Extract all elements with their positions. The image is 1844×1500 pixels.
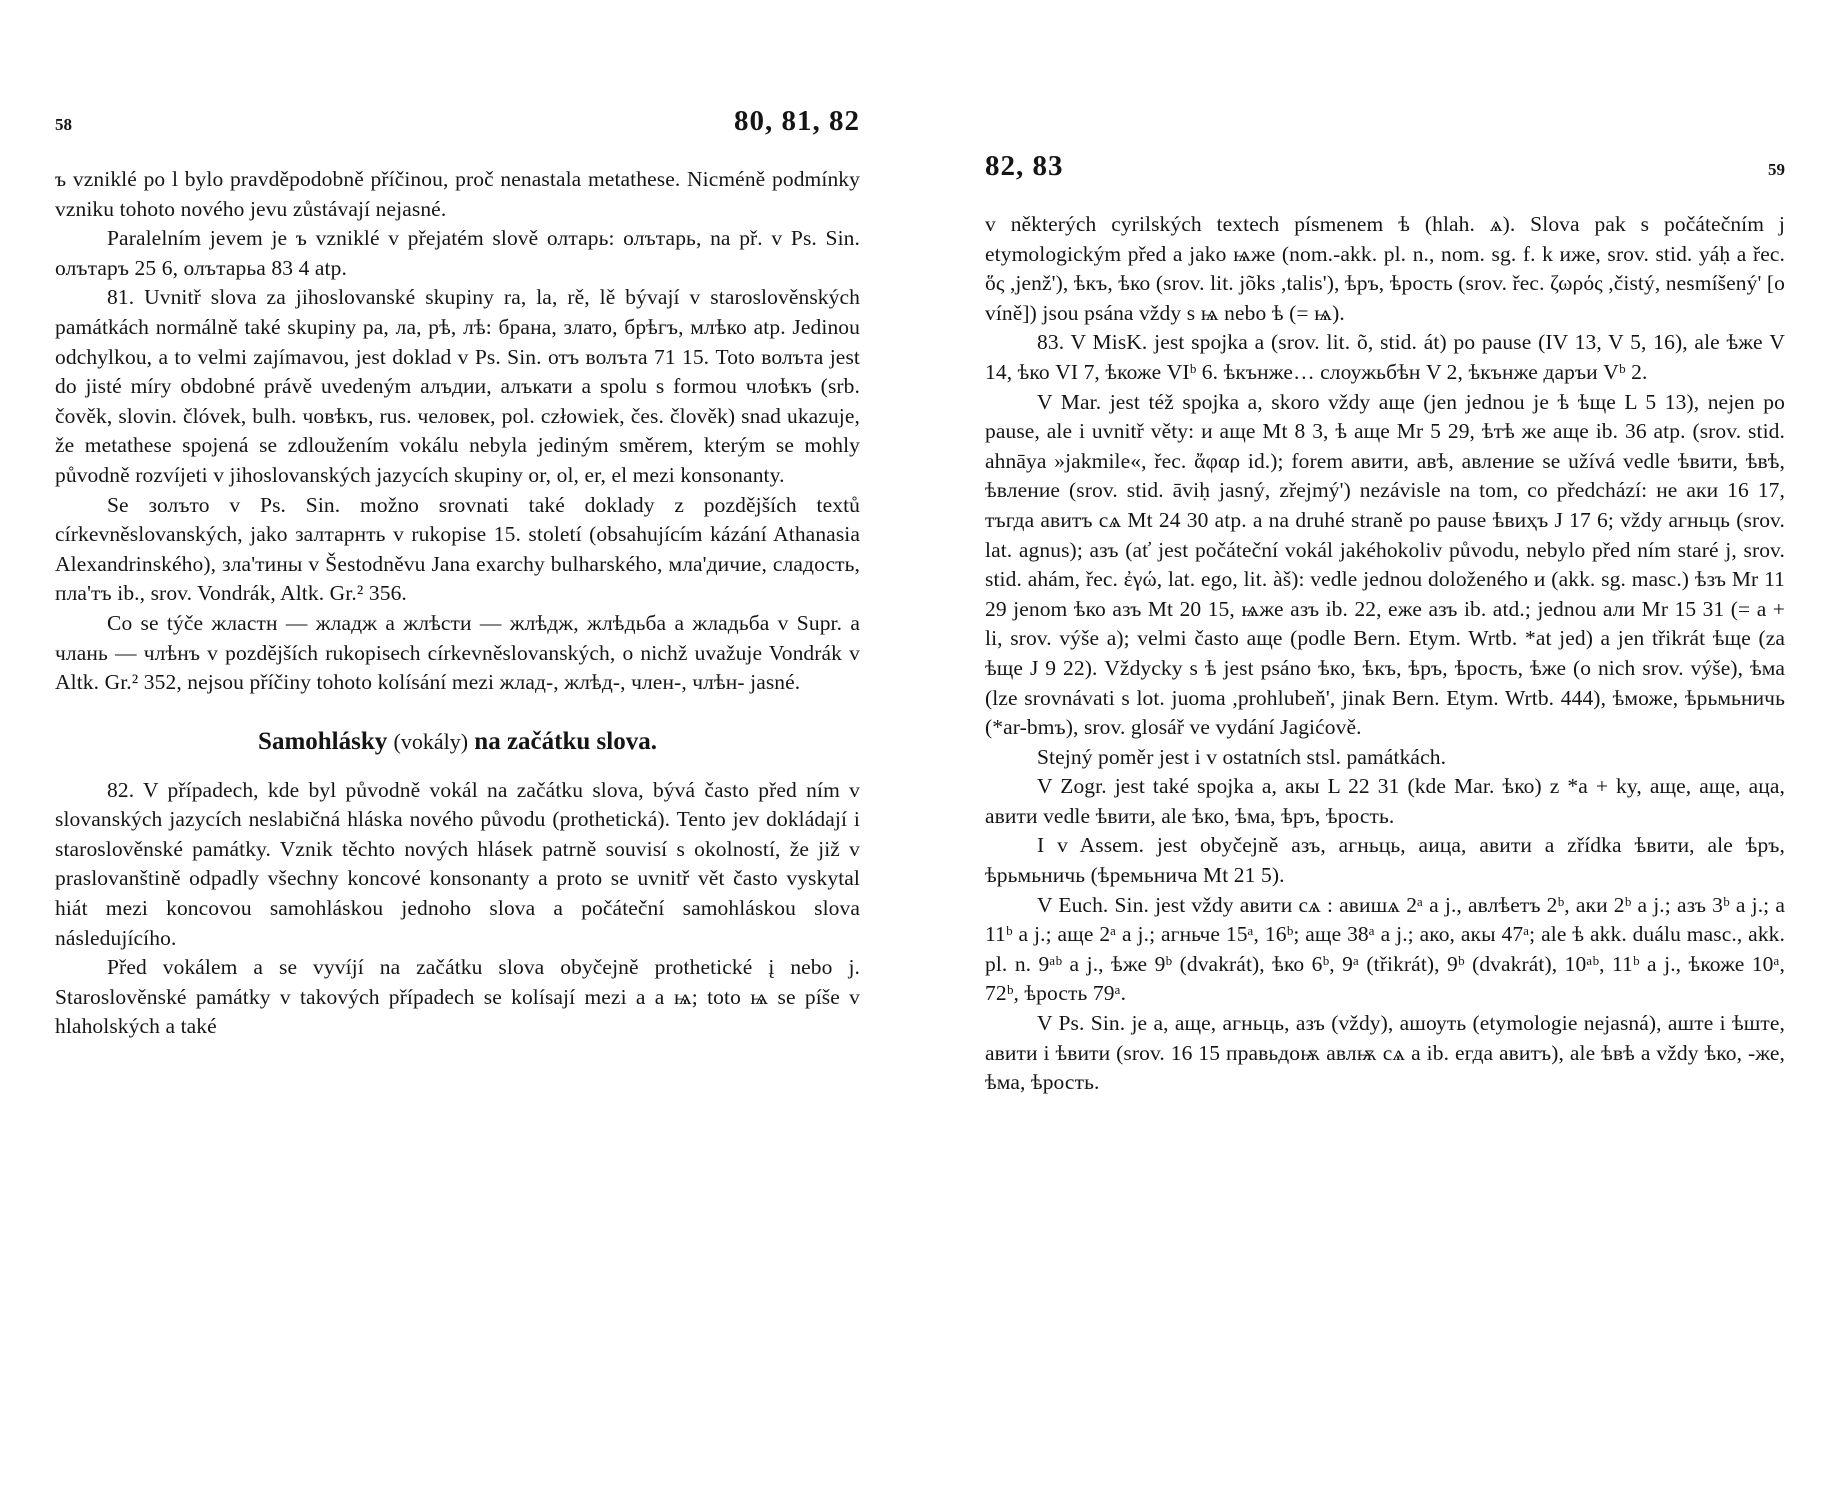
paragraph: ъ vzniklé po l bylo pravděpodobně příčinou, proč nenastala metathese. Nicméně podmínky vzniku tohoto nového jevu zůstávají nejasné. [55,167,860,221]
paragraph: V Mar. jest též spojka а, skoro vždy аще (jen jednou je ѣ ѣще L 5 13), nejen po pause, ale i uvnitř věty: и аще Mt 8 3, ѣ аще Mr 5 29, ѣтѣ же аще ib. 36 atp. (srov. stid. ahnāya »jakmile«, řec. ἄφαρ id.); forem авити, авѣ, авление se užívá vedle ѣвити, ѣвѣ, ѣвление (srov. stid. āviḥ jasný, zřejmý') nezávisle na tom, co předchází: не аки 16 17, тъгда авитъ сѧ Mt 24 30 atp. a na druhé straně po pause ѣвиҳъ J 17 6; vždy агньць (srov. lat. agnus); азъ (ať jest počáteční vokál jakéhokoliv původu, nebylo před ním staré j, srov. stid. ahám, řec. ἐγώ, lat. ego, lit. àš): vedle jednou doloženého и (akk. sg. masc.) ѣзъ Mr 11 29 jenom ѣко азъ Mt 20 15, ѩже азъ ib. 22, еже азъ ib. atd.; jednou али Mr 15 31 (= a + li, srov. výše а); velmi často аще (podle Bern. Etym. Wrtb. *at jed) a jen třikrát ѣще (za ѣще J 9 22). Vždycky s ѣ jest psáno ѣко, ѣкъ, ѣръ, ѣрость, ѣже (o nich srov. výše), ѣма (lze srovnávati s lot. juoma ,prohlubeň', jinak Bern. Etym. Wrtb. 444), ѣможе, ѣрьмьничь (*ar-bmъ), srov. glosář ve vydání Jagićově. [985,389,1785,740]
paragraph: Paralelním jevem je ъ vzniklé v přejatém slově олтарь: олътарь, na př. v Ps. Sin. олътаръ 25 6, олътарьа 83 4 atp. [55,226,860,280]
section-range: 80, 81, 82 [734,105,860,137]
paragraph: 81. Uvnitř slova za jihoslovanské skupiny ra, la, rě, lě bývají v staroslověnských památkách normálně také skupiny ра, ла, рѣ, лѣ: брана, злато, брѣгъ, млѣко atp. Jedinou odchylkou, a to velmi zajímavou, jest doklad v Ps. Sin. отъ волъта 71 15. Toto волъта jest do jisté míry obdobné právě uvedeným алъдии, алъкати a spolu s formou члоѣкъ (srb. čověk, slovin. člóvek, bulh. човѣкъ, rus. человек, pol. człowiek, čes. člověk) snad ukazuje, že metathese spojená se zdloužením vokálu nebyla jediným směrem, kterým se mohly původně rozvíjeti v jihoslovanských jazycích skupiny or, ol, er, el mezi konsonanty. [55,285,860,487]
heading-part: na začátku slova. [474,727,657,755]
page-number: 59 [1768,160,1785,179]
left-page-body [55,165,860,1042]
paragraph: V Euch. Sin. jest vždy авити сѧ : авишѧ 2ᵃ a j., авлѣетъ 2ᵇ, аки 2ᵇ a j.; азъ 3ᵇ a j.; а 11ᵇ a j.; аще 2ᵃ a j.; агньче 15ᵃ, 16ᵇ; аще 38ᵃ a j.; ако, акы 47ᵃ; ale ѣ akk. duálu masc., akk. pl. n. 9ᵃᵇ a j., ѣже 9ᵇ (dvakrát), ѣко 6ᵇ, 9ᵃ (třikrát), 9ᵇ (dvakrát), 10ᵃᵇ, 11ᵇ a j., ѣкоже 10ᵃ, 72ᵇ, ѣрость 79ᵃ. [985,892,1785,1006]
paragraph: 82. V případech, kde byl původně vokál na začátku slova, bývá často před ním v slovanských jazycích neslabičná hláska nového původu (prothetická). Tento jev dokládají i staroslověnské památky. Vznik těchto nových hlásek patrně souvisí s okolností, že již v praslovanštině odpadly všechny koncové konsonanty a proto se uvnitř vět často vyskytal hiát mezi koncovou samohláskou jednoho slova a počáteční samohláskou slova následujícího. [55,777,860,950]
paragraph: Před vokálem a se vyvíjí na začátku slova obyčejně prothetické į nebo j. Staroslověnské památky v takových případech se kolísají mezi а a ѩ; toto ѩ se píše v hlaholských a také [55,955,860,1039]
paragraph: v některých cyrilských textech písmenem ѣ (hlah. ѧ). Slova pak s počátečním j etymologickým před a jako ѩже (nom.-akk. pl. n., nom. sg. f. k иже, srov. stid. yáḥ a řec. ὅς ,jenž'), ѣкъ, ѣко (srov. lit. jõks ,talis'), ѣръ, ѣрость (srov. řec. ζωρός ,čistý, nesmíšený' [o víně]) jsou psána vždy s ѩ nebo ѣ (= ѩ). [985,212,1786,325]
section-heading [55,728,860,756]
right-page-body [985,210,1785,1098]
right-page [985,0,1785,1500]
paragraph: I v Assem. jest obyčejně азъ, агньць, аица, авити a zřídka ѣвити, ale ѣръ, ѣрьмьничь (ѣремьнича Mt 21 5). [985,833,1785,888]
heading-part: Samohlásky [258,727,388,755]
heading-part: (vokály) [393,728,469,754]
left-page [55,0,860,1500]
section-range: 82, 83 [985,150,1064,182]
paragraph: Se золъто v Ps. Sin. možno srovnati také doklady z pozdějších textů církevněslovanských, jako залтарнть v rukopise 15. století (obsahujícím kázání Athanasia Alexandrinského), зла'тины v Šestodněvu Jana exarchy bulharského, мла'дичие, сладость, пла'тъ ib., srov. Vondrák, Altk. Gr.² 356. [55,492,860,606]
paragraph: V Zogr. jest také spojka а, акы L 22 31 (kde Mar. ѣко) z *a + ky, аще, аще, аца, авити vedle ѣвити, ale ѣко, ѣма, ѣръ, ѣрость. [985,774,1785,828]
right-page-header [985,150,1785,210]
paragraph: Stejný poměr jest i v ostatních stsl. památkách. [1037,744,1447,769]
left-page-header [55,105,860,165]
paragraph: 83. V MisK. jest spojka а (srov. lit. õ, stid. át) po pause (IV 13, V 5, 16), ale ѣже V 14, ѣко VI 7, ѣкоже VIᵇ 6. ѣкънже… слоужьбѣн V 2, ѣкънже даръи Vᵇ 2. [985,330,1785,384]
paragraph: V Ps. Sin. je а, аще, агньць, азъ (vždy), ашоуть (etymologie nejasná), аште i ѣште, авити i ѣвити (srov. 16 15 правьдоѭ авлѭ сѧ a ib. егда авитъ), ale ѣвѣ a vždy ѣко, -же, ѣма, ѣрость. [985,1011,1785,1095]
page-number: 58 [55,115,72,134]
paragraph: Co se týče жластн — жладж a жлѣсти — жлѣдж, жлѣдьба a жладьба v Supr. a члань — члѣнъ v pozdějších rukopisech církevněslovanských, o nichž uvažuje Vondrák v Altk. Gr.² 352, nejsou příčiny tohoto kolísání mezi жлад-, жлѣд-, член-, члѣн- jasné. [55,610,860,695]
